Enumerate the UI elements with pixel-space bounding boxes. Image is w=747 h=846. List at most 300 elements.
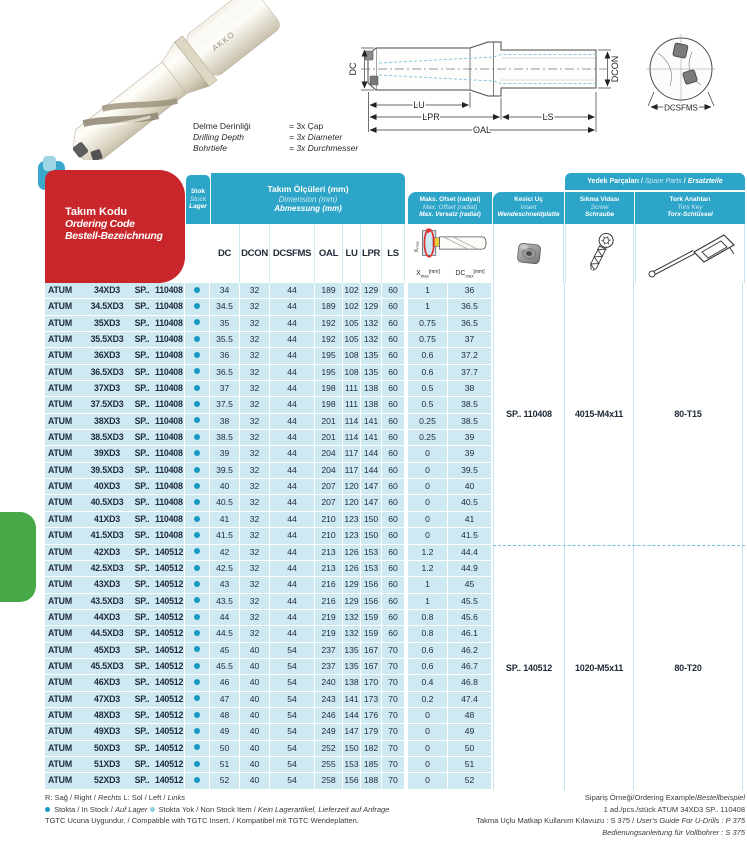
- code-size: 39XD3: [94, 448, 120, 459]
- dim-value-cell: 70: [382, 659, 405, 675]
- dim-value-cell: 44: [270, 397, 315, 413]
- dim-value-cell: 129: [343, 577, 361, 593]
- dim-value-cell: 51: [210, 757, 240, 773]
- dim-value-cell: 49: [210, 724, 240, 740]
- xmax-value-cell: 0: [408, 741, 448, 757]
- insert-illustration: [493, 224, 564, 283]
- xmax-value-cell: 0.6: [408, 643, 448, 659]
- dim-value-cell: 41.5: [210, 528, 240, 544]
- code-size: 37XD3: [94, 383, 120, 394]
- offset-diagram-label: Xmax: [413, 241, 420, 253]
- code-number: 110408: [155, 399, 183, 410]
- dim-value-cell: 153: [343, 757, 361, 773]
- dim-value-cell: 237: [315, 659, 343, 675]
- dim-value-cell: 48: [210, 708, 240, 724]
- stock-cell: [185, 332, 210, 348]
- dim-value-cell: 204: [315, 463, 343, 479]
- code-size: 51XD3: [94, 758, 120, 769]
- code-number: 140512: [155, 758, 184, 769]
- ordering-code-cell: [45, 365, 185, 381]
- footnote-text: User's Guide For U-Drills : P 375: [636, 816, 745, 825]
- code-sp: SP..: [134, 464, 150, 475]
- dim-value-cell: 60: [382, 512, 405, 528]
- code-sp: SP..: [134, 399, 150, 410]
- in-stock-dot: [194, 663, 200, 669]
- xmax-value-cell: 0.25: [408, 430, 448, 446]
- stock-cell: [185, 381, 210, 397]
- xmax-value-cell: 0: [408, 724, 448, 740]
- code-sp: SP..: [134, 579, 150, 590]
- xmax-value-cell: 0: [408, 773, 448, 789]
- ordering-code-cell: [45, 512, 185, 528]
- table-row: [45, 610, 493, 626]
- code-size: 34.5XD3: [90, 301, 124, 312]
- code-sp: SP..: [134, 448, 150, 459]
- code-number: 140512: [155, 709, 184, 720]
- dim-value-cell: 138: [361, 381, 382, 397]
- xmax-value-cell: 0: [408, 512, 448, 528]
- dim-value-cell: 40: [240, 708, 270, 724]
- table-row: [45, 724, 493, 740]
- table-row: [45, 512, 493, 528]
- code-sp: SP..: [134, 644, 150, 655]
- dim-value-cell: 70: [382, 692, 405, 708]
- dim-value-cell: 132: [361, 332, 382, 348]
- dim-value-cell: 135: [343, 659, 361, 675]
- table-row: [45, 283, 493, 299]
- in-stock-dot: [194, 352, 200, 358]
- dim-value-cell: 201: [315, 414, 343, 430]
- dim-value-cell: 54: [270, 643, 315, 659]
- table-row: [45, 316, 493, 332]
- in-stock-dot: [194, 450, 200, 456]
- dim-value-cell: 135: [361, 365, 382, 381]
- code-prefix: ATUM: [48, 415, 72, 426]
- stock-cell: [185, 397, 210, 413]
- dim-value-cell: 44: [270, 610, 315, 626]
- code-sp: SP..: [134, 546, 150, 557]
- dim-value-cell: 37: [210, 381, 240, 397]
- note-label: Bohrtiefe: [193, 143, 228, 153]
- ordering-code-cell: [45, 675, 185, 691]
- dim-value-cell: 135: [361, 348, 382, 364]
- code-number: 110408: [155, 513, 183, 524]
- code-number: 110408: [155, 448, 183, 459]
- dim-value-cell: 147: [343, 724, 361, 740]
- stock-cell: [185, 348, 210, 364]
- dim-value-cell: 213: [315, 545, 343, 561]
- ordering-code-cell: [45, 708, 185, 724]
- code-sp: SP..: [134, 742, 150, 753]
- code-number: 140512: [155, 579, 184, 590]
- dim-value-cell: 123: [343, 528, 361, 544]
- stock-cell: [185, 741, 210, 757]
- dim-value-cell: 219: [315, 626, 343, 642]
- code-sp: SP..: [134, 677, 150, 688]
- dim-value-cell: 44: [270, 365, 315, 381]
- dim-value-cell: 35: [210, 316, 240, 332]
- dim-value-cell: 32: [240, 299, 270, 315]
- dim-label-lpr: LPR: [422, 112, 440, 122]
- code-prefix: ATUM: [48, 448, 72, 459]
- screw-code-cell: 4015-M4x11: [564, 283, 633, 545]
- dcmax-value-cell: 41: [448, 512, 492, 528]
- dcmax-value-cell: 48: [448, 708, 492, 724]
- screw-header: Sıkma Vidası Screw Schraube: [565, 192, 634, 224]
- code-number: 110408: [155, 464, 183, 475]
- code-sp: SP..: [134, 726, 150, 737]
- ordering-code-cell: [45, 479, 185, 495]
- dim-value-cell: 126: [343, 545, 361, 561]
- dim-col-header: LS: [382, 224, 405, 283]
- code-prefix: ATUM: [48, 366, 72, 377]
- torx-code-cell: 80-T20: [633, 546, 743, 790]
- dim-value-cell: 50: [210, 741, 240, 757]
- dcmax-value-cell: 44.4: [448, 545, 492, 561]
- code-number: 110408: [155, 366, 183, 377]
- dim-value-cell: 43: [210, 577, 240, 593]
- dim-value-cell: 44: [270, 299, 315, 315]
- xmax-value-cell: 1: [408, 299, 448, 315]
- dim-col-header: LU: [343, 224, 361, 283]
- note-label: Delme Derinliği: [193, 121, 251, 131]
- code-prefix: ATUM: [48, 660, 72, 671]
- ordering-code-cell: [45, 692, 185, 708]
- table-row: [45, 594, 493, 610]
- dim-value-cell: 182: [361, 741, 382, 757]
- dim-value-cell: 40: [240, 675, 270, 691]
- code-prefix: ATUM: [48, 530, 72, 541]
- dim-value-cell: 70: [382, 675, 405, 691]
- dim-value-cell: 44: [270, 463, 315, 479]
- code-size: 35XD3: [94, 317, 120, 328]
- stock-cell: [185, 692, 210, 708]
- code-sp: SP..: [134, 301, 150, 312]
- code-number: 110408: [155, 481, 183, 492]
- table-row: [45, 446, 493, 462]
- xmax-value-cell: 1: [408, 283, 448, 299]
- code-sp: SP..: [134, 334, 150, 345]
- code-sp: SP..: [134, 758, 150, 769]
- code-prefix: ATUM: [48, 399, 72, 410]
- code-prefix: ATUM: [48, 595, 72, 606]
- dim-value-cell: 117: [343, 463, 361, 479]
- stock-cell: [185, 512, 210, 528]
- code-size: 39.5XD3: [90, 464, 124, 475]
- footnote-text: Sipariş Örneği/Ordering Example/: [584, 793, 698, 802]
- code-prefix: ATUM: [48, 628, 72, 639]
- dim-col-header: DC: [210, 224, 240, 283]
- dim-value-cell: 44: [270, 316, 315, 332]
- dim-value-cell: 129: [343, 594, 361, 610]
- torx-header: Tork Anahtarı Torx Key Torx-Schlüssel: [635, 192, 745, 224]
- dim-value-cell: 60: [382, 626, 405, 642]
- code-number: 110408: [155, 285, 183, 295]
- code-prefix: ATUM: [48, 742, 72, 753]
- offset-col-header: $DC_{max}[mm]$: [455, 269, 485, 279]
- dcmax-value-cell: 38.5: [448, 414, 492, 430]
- code-prefix: ATUM: [48, 317, 72, 328]
- in-stock-dot: [194, 287, 200, 293]
- dcmax-value-cell: 39: [448, 430, 492, 446]
- dim-value-cell: 198: [315, 381, 343, 397]
- dim-value-cell: 32: [240, 381, 270, 397]
- dim-value-cell: 216: [315, 577, 343, 593]
- dim-value-cell: 60: [382, 545, 405, 561]
- code-prefix: ATUM: [48, 481, 72, 492]
- code-prefix: ATUM: [48, 432, 72, 443]
- dim-value-cell: 132: [343, 626, 361, 642]
- code-number: 140512: [155, 660, 184, 671]
- dcmax-value-cell: 36: [448, 283, 492, 299]
- dcmax-value-cell: 46.7: [448, 659, 492, 675]
- footnote-text: Auf Lager: [114, 804, 148, 814]
- table-row: [45, 626, 493, 642]
- code-prefix: ATUM: [48, 709, 72, 720]
- code-sp: SP..: [134, 611, 150, 622]
- drilling-depth-note: [193, 121, 358, 154]
- dcmax-value-cell: 49: [448, 724, 492, 740]
- ordering-example-title: [325, 792, 745, 804]
- dim-value-cell: 32: [240, 430, 270, 446]
- xmax-value-cell: 1.2: [408, 561, 448, 577]
- code-prefix: ATUM: [48, 334, 72, 345]
- dcmax-value-cell: 51: [448, 757, 492, 773]
- dim-value-cell: 42: [210, 545, 240, 561]
- in-stock-dot: [194, 385, 200, 391]
- dcmax-value-cell: 46.8: [448, 675, 492, 691]
- dim-value-cell: 219: [315, 610, 343, 626]
- code-sp: SP..: [134, 350, 150, 361]
- table-row: [45, 659, 493, 675]
- dim-value-cell: 40.5: [210, 495, 240, 511]
- dim-value-cell: 156: [361, 577, 382, 593]
- dim-value-cell: 44: [270, 545, 315, 561]
- dim-value-cell: 32: [240, 610, 270, 626]
- dim-value-cell: 44: [270, 528, 315, 544]
- dim-value-cell: 120: [343, 495, 361, 511]
- dim-value-cell: 32: [240, 626, 270, 642]
- ordering-code-cell: [45, 757, 185, 773]
- ordering-example-line: [325, 804, 745, 816]
- code-sp: SP..: [134, 595, 150, 606]
- dim-value-cell: 105: [343, 332, 361, 348]
- footnote-text: Stokta Yok / Non Stock Item /: [156, 804, 258, 814]
- in-stock-dot: [194, 597, 200, 603]
- ordering-code-cell: [45, 463, 185, 479]
- dim-value-cell: 44: [270, 414, 315, 430]
- footnote-text: Stokta / In Stock /: [52, 804, 115, 814]
- dim-value-cell: 34.5: [210, 299, 240, 315]
- code-prefix: ATUM: [48, 758, 72, 769]
- dim-value-cell: 44: [270, 479, 315, 495]
- dim-value-cell: 129: [361, 299, 382, 315]
- dim-value-cell: 159: [361, 626, 382, 642]
- stock-cell: [185, 773, 210, 789]
- table-row: [45, 773, 493, 789]
- ordering-code-cell: [45, 659, 185, 675]
- stock-cell: [185, 577, 210, 593]
- dim-label-oal: OAL: [472, 125, 492, 135]
- code-size: 52XD3: [94, 775, 120, 786]
- ordering-code-cell: [45, 643, 185, 659]
- dim-value-cell: 156: [361, 594, 382, 610]
- code-size: 37.5XD3: [90, 399, 124, 410]
- dcmax-value-cell: 40.5: [448, 495, 492, 511]
- dim-value-cell: 44: [270, 332, 315, 348]
- in-stock-dot: [194, 777, 200, 783]
- xmax-value-cell: 1.2: [408, 545, 448, 561]
- code-sp: SP..: [134, 709, 150, 720]
- table-row: [45, 397, 493, 413]
- table-row: [45, 675, 493, 691]
- ordering-code-cell: [45, 594, 185, 610]
- xmax-value-cell: 0.4: [408, 675, 448, 691]
- footer-right: [325, 792, 745, 838]
- dimension-drawing: [343, 8, 747, 143]
- code-sp: SP..: [134, 530, 150, 541]
- dim-value-cell: 132: [343, 610, 361, 626]
- dim-value-cell: 60: [382, 365, 405, 381]
- spare-parts-header: Yedek Parçaları / Spare Parts / Ersatzteile: [565, 173, 745, 190]
- dim-value-cell: 40: [240, 643, 270, 659]
- dim-value-cell: 60: [382, 299, 405, 315]
- dim-label-ls: LS: [542, 112, 554, 122]
- code-prefix: ATUM: [48, 726, 72, 737]
- code-number: 140512: [155, 726, 184, 737]
- code-number: 110408: [155, 497, 183, 508]
- offset-column-headers: [408, 261, 492, 283]
- dcmax-value-cell: 37.7: [448, 365, 492, 381]
- dim-value-cell: 102: [343, 283, 361, 299]
- stock-cell: [185, 414, 210, 430]
- ordering-code-cell: [45, 430, 185, 446]
- dim-value-cell: 32: [240, 414, 270, 430]
- dim-value-cell: 114: [343, 414, 361, 430]
- footnote-text: R: Sağ / Right /: [45, 793, 98, 802]
- in-stock-dot: [194, 744, 200, 750]
- dim-value-cell: 40: [240, 692, 270, 708]
- code-prefix: ATUM: [48, 350, 72, 361]
- dim-value-cell: 60: [382, 283, 405, 299]
- offset-col-header: $X_{max}[mm]$: [416, 269, 440, 279]
- code-prefix: ATUM: [48, 562, 72, 573]
- code-sp: SP..: [134, 660, 150, 671]
- dim-value-cell: 54: [270, 724, 315, 740]
- dim-value-cell: 188: [361, 773, 382, 789]
- dcmax-value-cell: 45.5: [448, 594, 492, 610]
- stock-cell: [185, 708, 210, 724]
- stock-cell: [185, 675, 210, 691]
- dim-value-cell: 60: [382, 348, 405, 364]
- torx-key-illustration: [635, 224, 745, 283]
- code-size: 48XD3: [94, 709, 120, 720]
- in-stock-dot: [194, 467, 200, 473]
- dim-value-cell: 45.5: [210, 659, 240, 675]
- dim-col-header: LPR: [361, 224, 382, 283]
- in-stock-dot: [194, 614, 200, 620]
- dim-value-cell: 32: [240, 397, 270, 413]
- dim-value-cell: 246: [315, 708, 343, 724]
- in-stock-dot: [194, 565, 200, 571]
- code-number: 140512: [155, 595, 184, 606]
- insert-code-cell: SP.. 140512: [493, 546, 564, 790]
- table-row: [45, 495, 493, 511]
- table-row: [45, 332, 493, 348]
- xmax-value-cell: 0: [408, 708, 448, 724]
- table-row: [45, 741, 493, 757]
- stock-cell: [185, 724, 210, 740]
- dim-value-cell: 195: [315, 348, 343, 364]
- ordering-code-cell: [45, 773, 185, 789]
- dim-value-cell: 60: [382, 594, 405, 610]
- dim-value-cell: 32: [240, 479, 270, 495]
- dim-value-cell: 34: [210, 283, 240, 299]
- code-number: 110408: [155, 317, 183, 328]
- dim-value-cell: 111: [343, 381, 361, 397]
- table-row: [45, 381, 493, 397]
- ordering-code-cell: [45, 741, 185, 757]
- dim-value-cell: 32: [240, 332, 270, 348]
- code-sp: SP..: [134, 481, 150, 492]
- dim-value-cell: 32: [240, 561, 270, 577]
- code-prefix: ATUM: [48, 677, 72, 688]
- dcmax-value-cell: 40: [448, 479, 492, 495]
- code-number: 140512: [155, 677, 184, 688]
- code-size: 41.5XD3: [90, 530, 124, 541]
- footnote-text: TGTC Ucuna Uygundur. / Compatible with TGTC Insert. / Kompatibel mit TGTC Wendeplatten.: [45, 816, 359, 825]
- code-size: 44.5XD3: [90, 628, 124, 639]
- ordering-code-cell: [45, 283, 185, 299]
- code-number: 140512: [155, 611, 184, 622]
- dim-value-cell: 70: [382, 757, 405, 773]
- dim-value-cell: 147: [361, 479, 382, 495]
- dim-value-cell: 40: [240, 773, 270, 789]
- code-size: 49XD3: [94, 726, 120, 737]
- dim-value-cell: 60: [382, 610, 405, 626]
- ordering-code-cell: [45, 332, 185, 348]
- dim-value-cell: 129: [361, 283, 382, 299]
- in-stock-dot: [194, 499, 200, 505]
- offset-diagram: [408, 225, 492, 261]
- code-prefix: ATUM: [48, 644, 72, 655]
- in-stock-dot: [194, 761, 200, 767]
- dim-value-cell: 38: [210, 414, 240, 430]
- code-number: 140512: [155, 693, 184, 704]
- dim-value-cell: 207: [315, 479, 343, 495]
- dim-value-cell: 70: [382, 643, 405, 659]
- dim-value-cell: 216: [315, 594, 343, 610]
- code-number: 140512: [155, 644, 184, 655]
- code-prefix: ATUM: [48, 285, 72, 295]
- dim-value-cell: 138: [361, 397, 382, 413]
- code-size: 36XD3: [94, 350, 120, 361]
- dim-value-cell: 70: [382, 773, 405, 789]
- code-number: 110408: [155, 334, 183, 345]
- code-prefix: ATUM: [48, 383, 72, 394]
- footnote-text: Bestellbeispiel: [697, 793, 745, 802]
- dim-value-cell: 32: [240, 283, 270, 299]
- code-prefix: ATUM: [48, 775, 72, 786]
- xmax-value-cell: 0.8: [408, 626, 448, 642]
- insert-code-cell: SP.. 110408: [493, 283, 564, 545]
- xmax-value-cell: 0: [408, 463, 448, 479]
- dcmax-value-cell: 36.5: [448, 299, 492, 315]
- dim-value-cell: 38.5: [210, 430, 240, 446]
- dim-value-cell: 141: [361, 414, 382, 430]
- in-stock-dot: [194, 417, 200, 423]
- dim-col-header: DCSFMS: [270, 224, 315, 283]
